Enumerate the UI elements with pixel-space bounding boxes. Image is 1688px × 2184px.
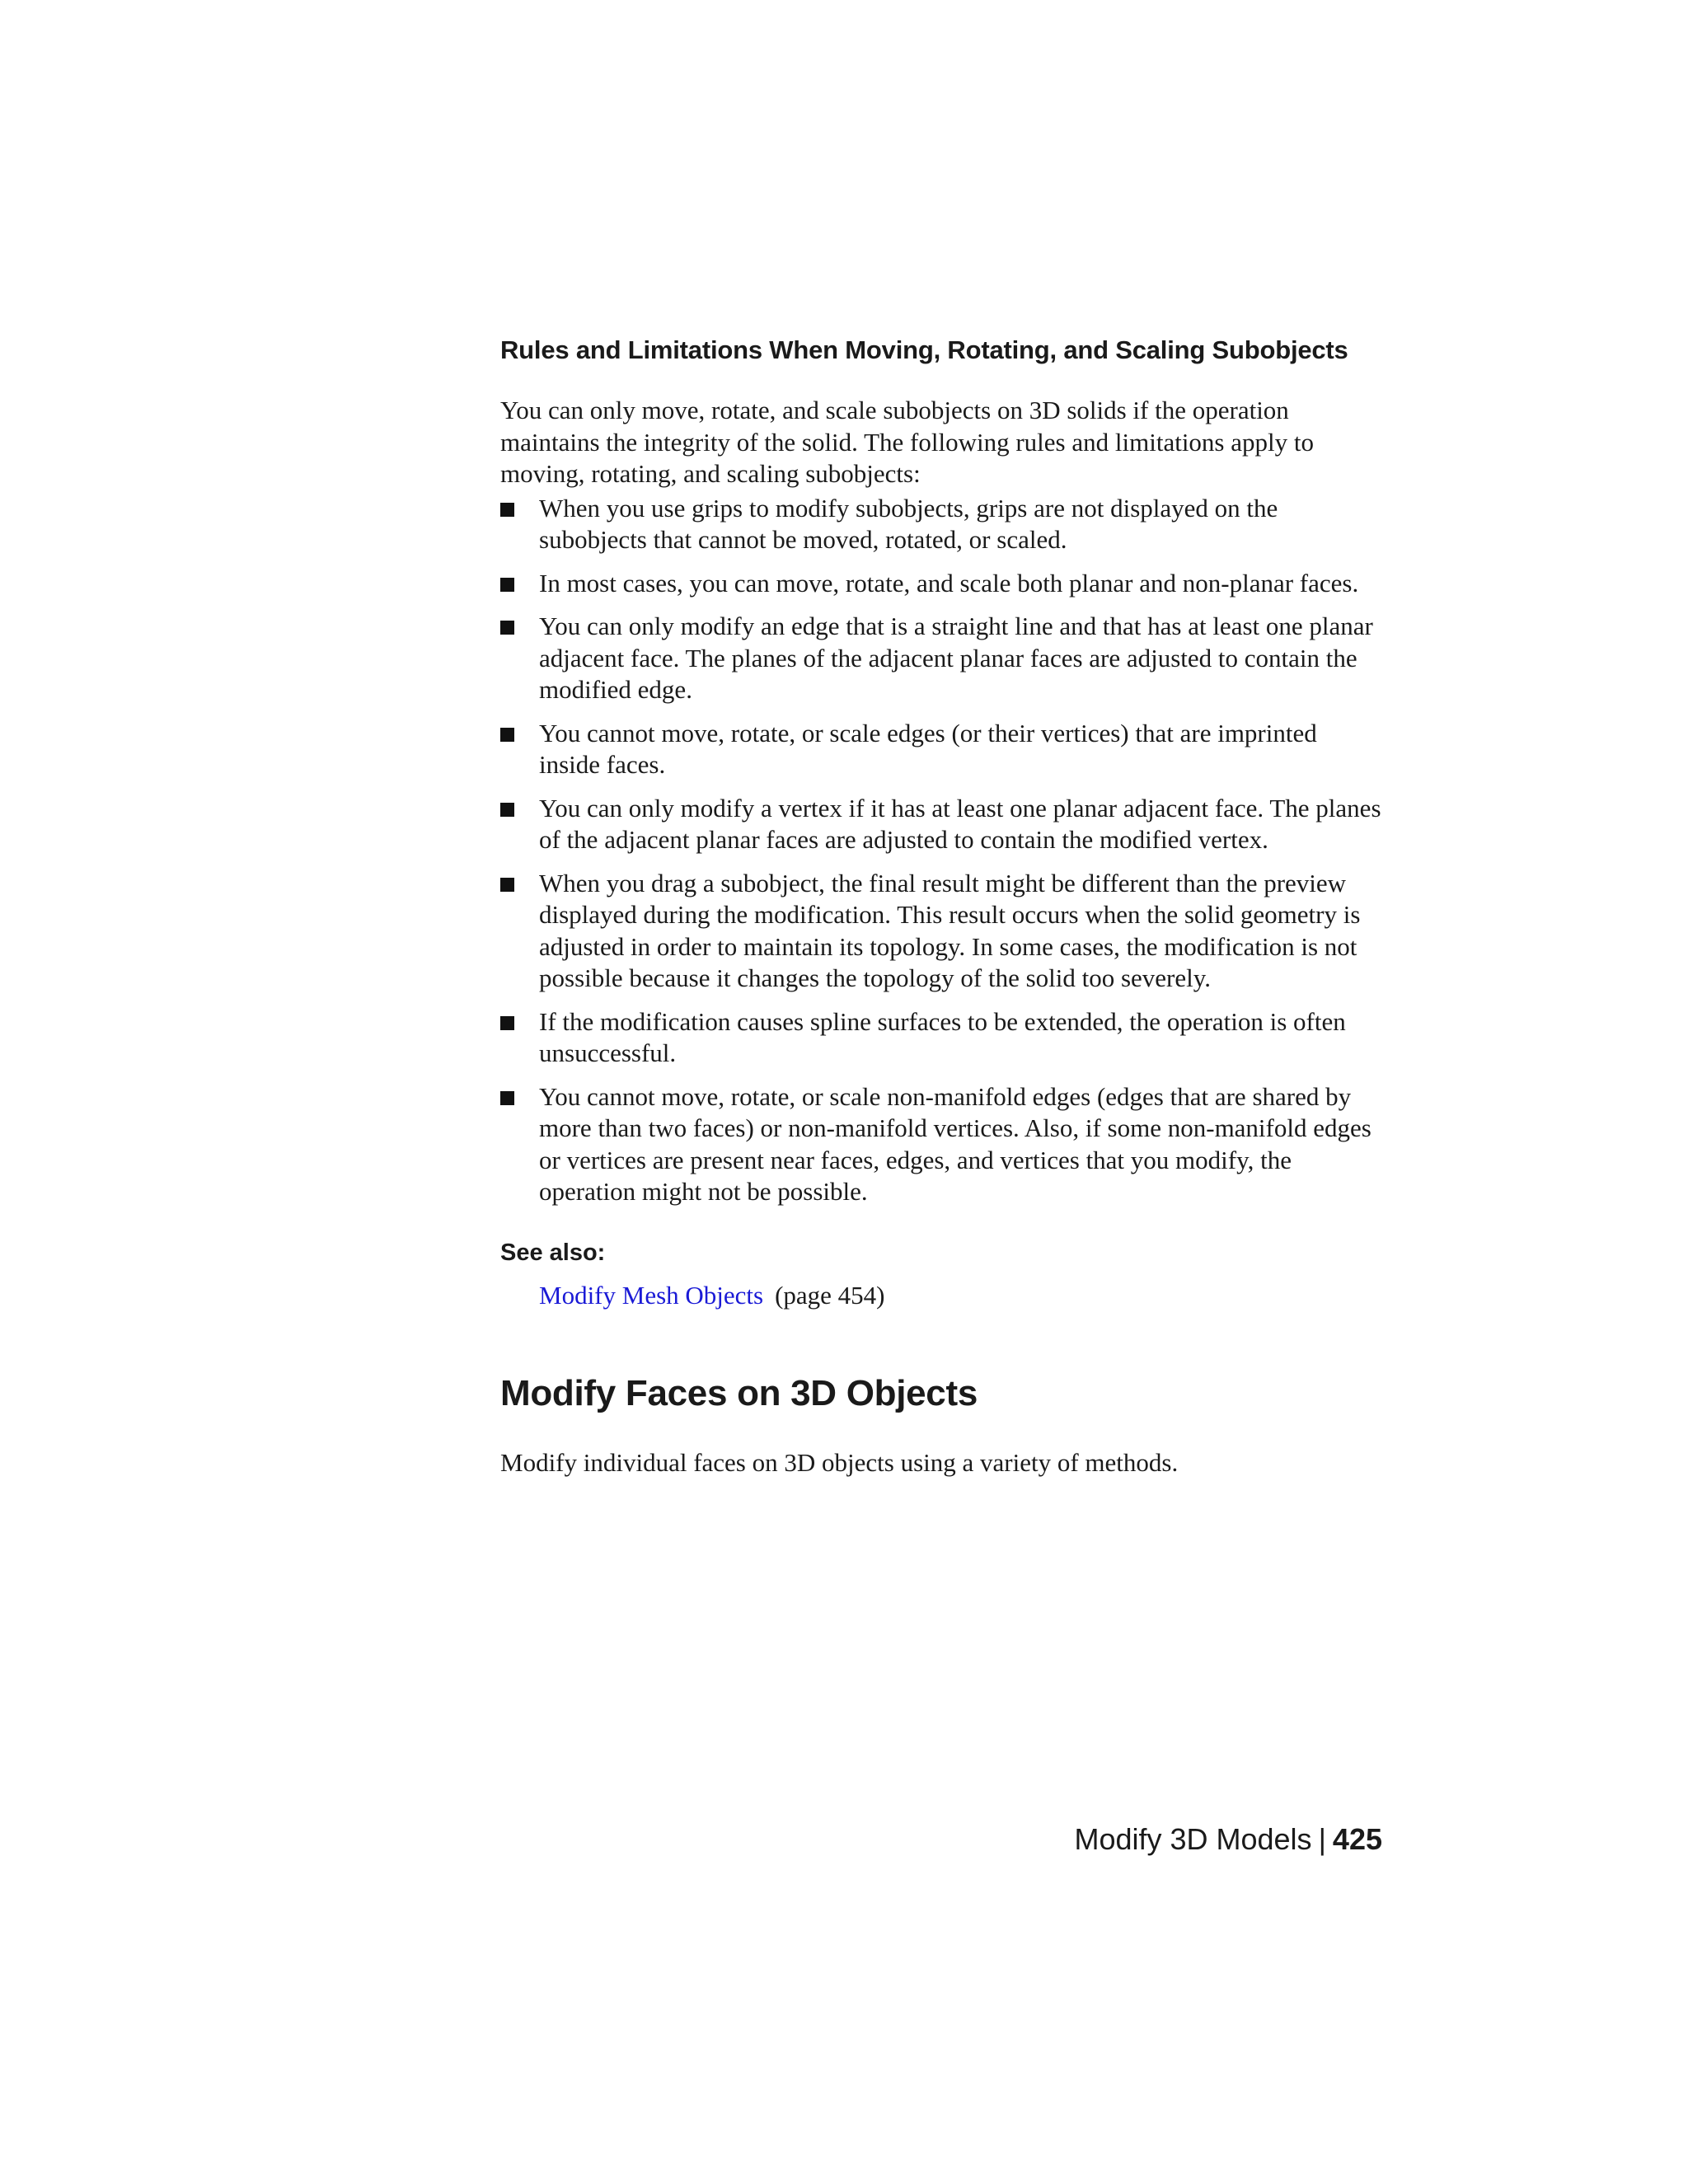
subsection-heading: Rules and Limitations When Moving, Rotating, and Scaling Subobjects <box>500 335 1348 364</box>
square-bullet-icon <box>500 878 514 892</box>
square-bullet-icon <box>500 728 514 742</box>
square-bullet-icon <box>500 503 514 517</box>
see-also-entry <box>500 1279 1382 1312</box>
rule-text: You can only modify an edge that is a straight line and that has at least one planar adjacent face. The planes of the adjacent planar faces are adjusted to contain the modified edge. <box>539 612 1373 704</box>
modify-mesh-objects-link[interactable]: Modify Mesh Objects <box>539 1280 764 1310</box>
rule-item <box>500 793 1382 856</box>
rule-item <box>500 611 1382 706</box>
square-bullet-icon <box>500 1091 514 1105</box>
footer-separator: | <box>1318 1822 1326 1856</box>
rule-text: You cannot move, rotate, or scale edges (or their vertices) that are imprinted inside faces. <box>539 718 1317 779</box>
rule-text: In most cases, you can move, rotate, and scale both planar and non-planar faces. <box>539 568 1359 598</box>
page-footer <box>1074 1821 1382 1858</box>
rule-text: When you use grips to modify subobjects, grips are not displayed on the subobjects that cannot be moved, rotated, or scaled. <box>539 493 1278 554</box>
rule-item <box>500 568 1382 600</box>
see-also-label: See also: <box>500 1239 606 1266</box>
subsection-intro: You can only move, rotate, and scale subobjects on 3D solids if the operation maintains the integrity of the solid. The following rules and limitations apply to moving, rotating, and scaling subobjects: <box>500 396 1314 488</box>
square-bullet-icon <box>500 621 514 635</box>
rule-text: You cannot move, rotate, or scale non-manifold edges (edges that are shared by more than two faces) or non-manifold vertices. Also, if some non-manifold edges or vertices are present near faces, edges, and vertices that you modify, the operation might not be possible. <box>539 1081 1372 1206</box>
footer-chapter-title: Modify 3D Models <box>1074 1822 1312 1856</box>
rule-item <box>500 868 1382 995</box>
page-number: 425 <box>1332 1822 1382 1856</box>
rules-list <box>500 493 1382 1208</box>
page-reference: (page 454) <box>775 1280 885 1310</box>
square-bullet-icon <box>500 578 514 592</box>
rule-item <box>500 1006 1382 1070</box>
rule-item <box>500 1081 1382 1208</box>
square-bullet-icon <box>500 803 514 817</box>
rule-text: When you drag a subobject, the final result might be different than the preview displayed during the modification. This result occurs when the solid geometry is adjusted in order to maintain its topology. In some cases, the modification is not possible because it changes the topology of the solid too severely. <box>539 868 1361 992</box>
rule-text: You can only modify a vertex if it has at least one planar adjacent face. The planes of the adjacent planar faces are adjusted to contain the modified vertex. <box>539 793 1381 854</box>
square-bullet-icon <box>500 1016 514 1030</box>
rule-item <box>500 718 1382 781</box>
rule-text: If the modification causes spline surfaces to be extended, the operation is often unsuccessful. <box>539 1006 1346 1067</box>
page-content <box>500 334 1382 1479</box>
section-intro: Modify individual faces on 3D objects using a variety of methods. <box>500 1447 1179 1477</box>
section-heading: Modify Faces on 3D Objects <box>500 1372 978 1413</box>
rule-item <box>500 493 1382 556</box>
